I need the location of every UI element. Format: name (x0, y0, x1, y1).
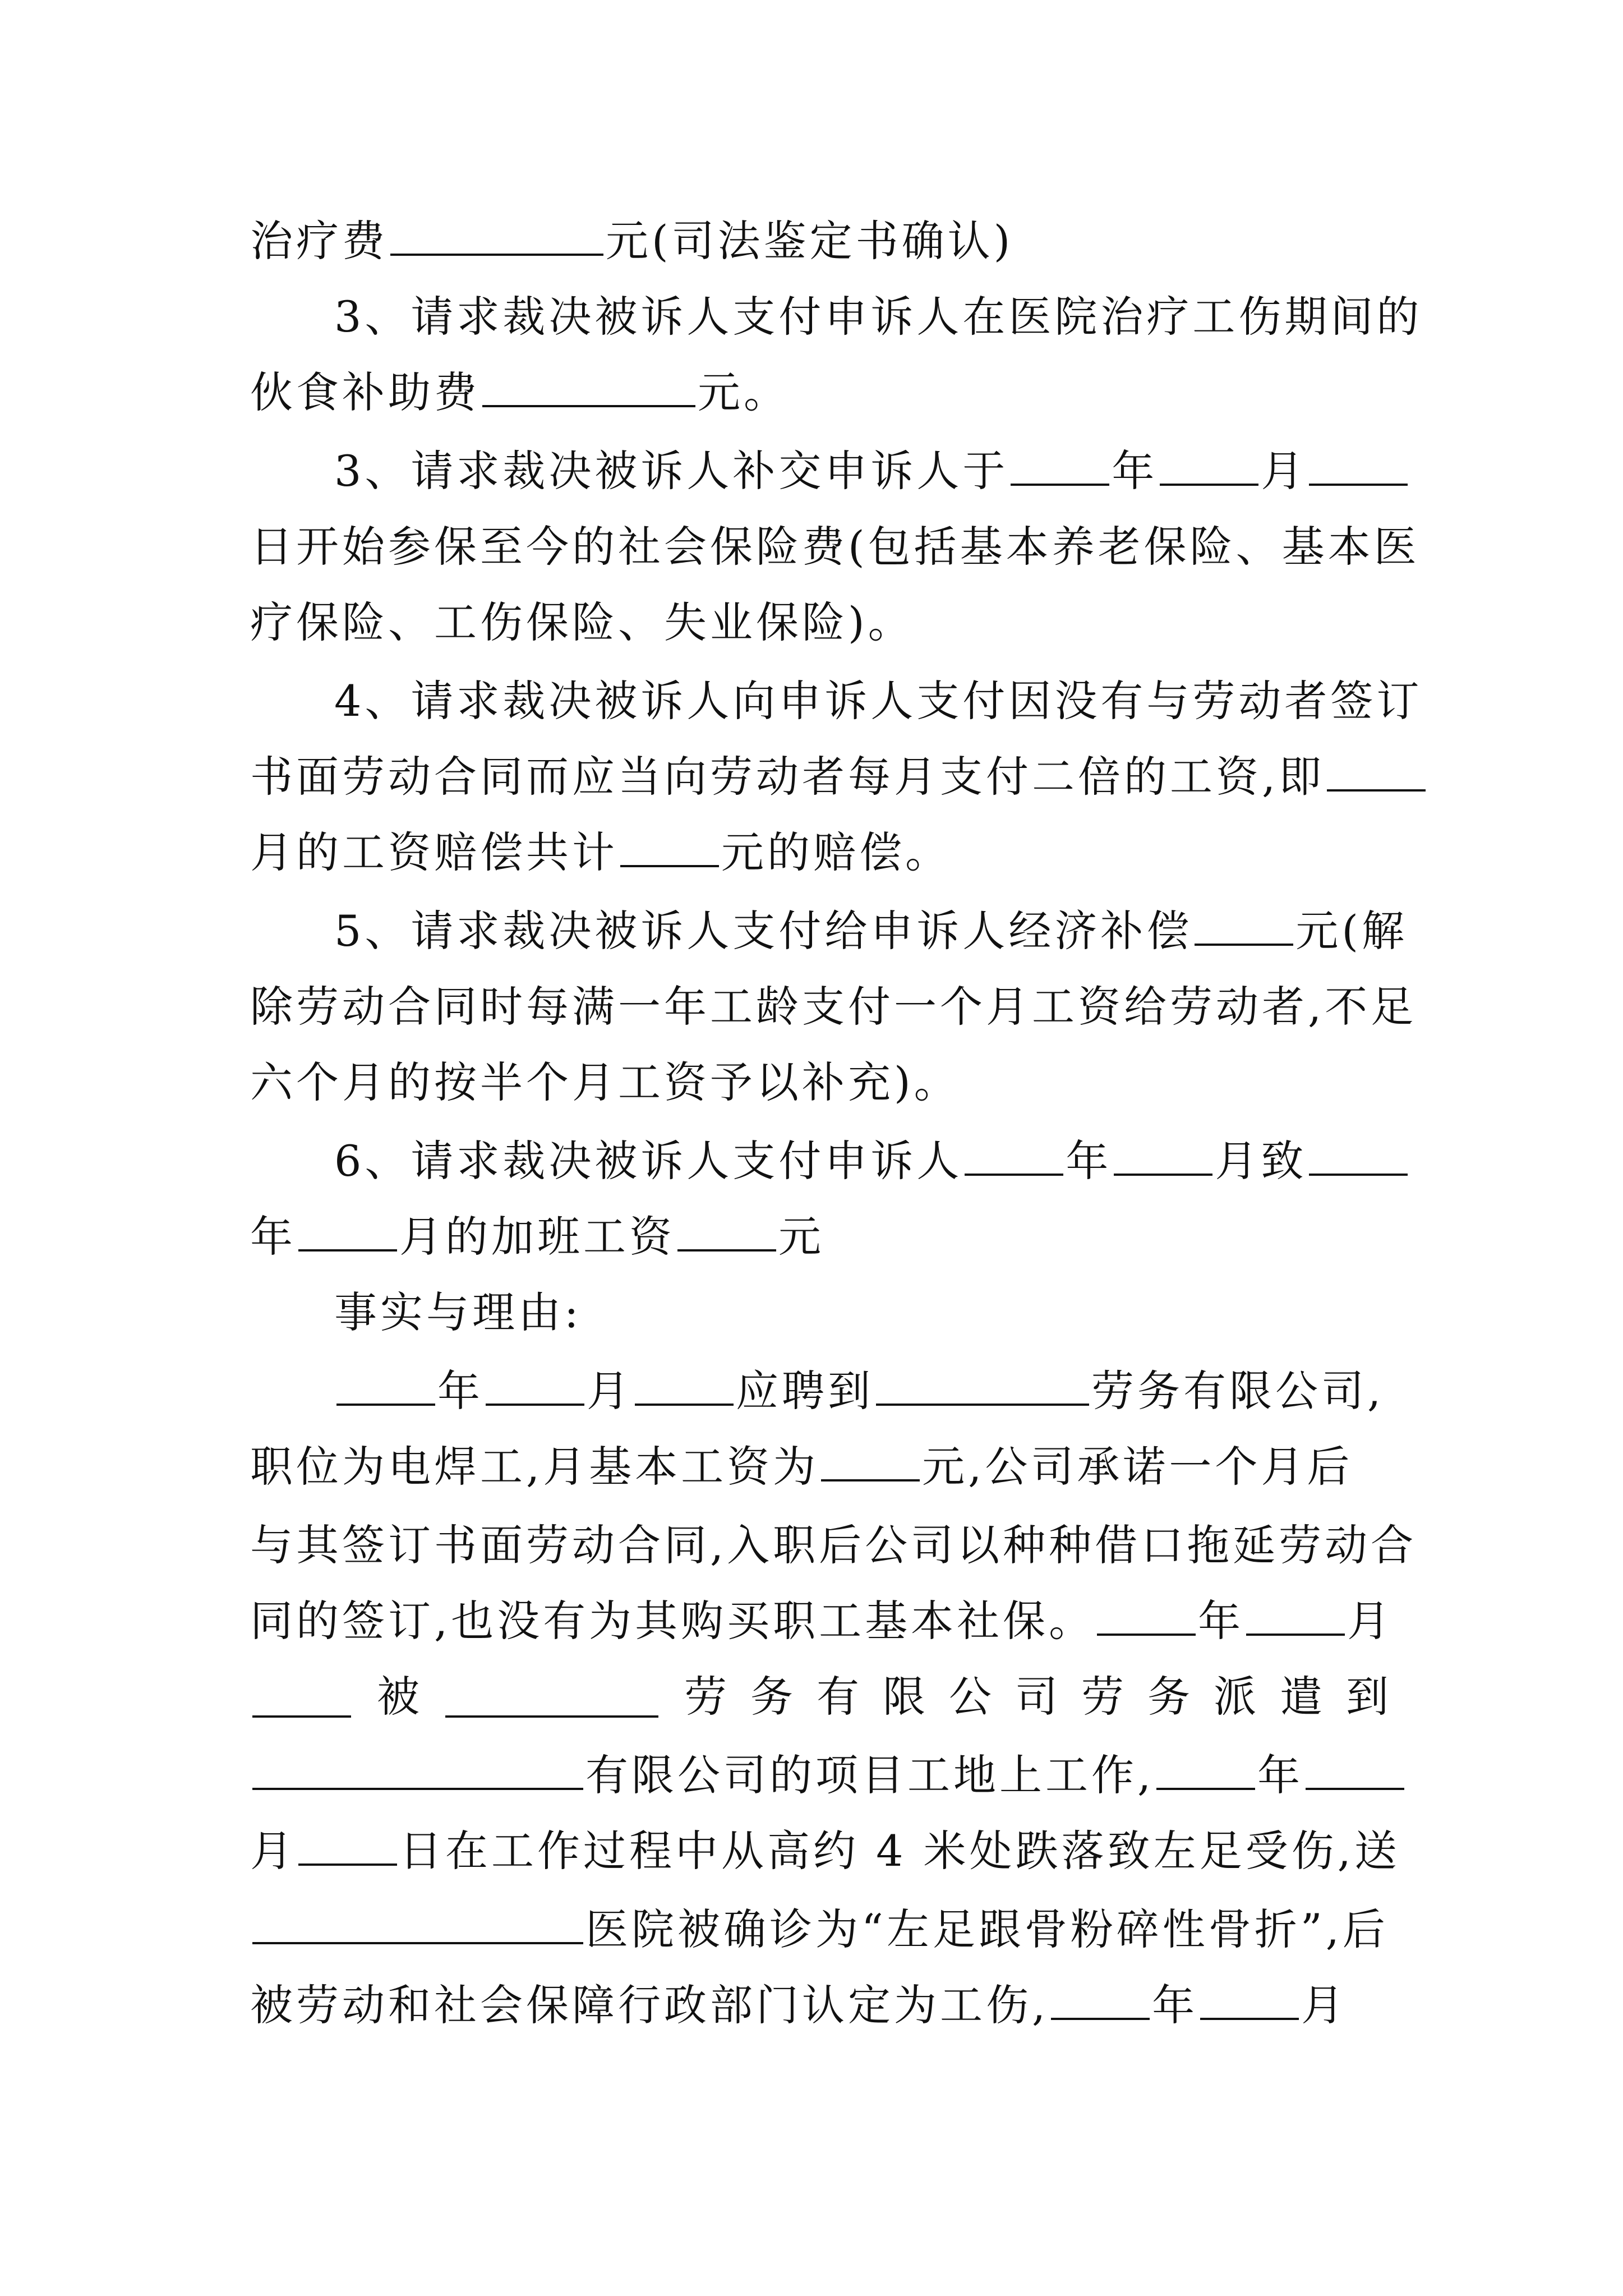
text-line (250, 1739, 1389, 1812)
text-line (250, 895, 1408, 968)
fill-in-blank (252, 1749, 583, 1790)
fill-in-blank (252, 1676, 351, 1718)
fill-in-blank (1114, 1134, 1212, 1176)
fill-in-blank (876, 1364, 1089, 1406)
text-run: 医院被确诊为“左足跟骨粉碎性骨折”,后 (585, 1904, 1389, 1954)
text-run: 日在工作过程中从高约 4 米处跌落致左足受伤,送 (399, 1826, 1400, 1876)
text-line (250, 665, 1423, 738)
text-run: 元,公司承诺一个月后 (922, 1442, 1353, 1492)
text-run: 司 (1015, 1672, 1058, 1722)
text-run: 元 (778, 1212, 824, 1262)
fill-in-blank (336, 1364, 435, 1406)
fill-in-blank (1195, 904, 1293, 946)
text-line (250, 1585, 1394, 1658)
text-run: 到 (1346, 1672, 1389, 1722)
fill-in-blank (1156, 1749, 1255, 1790)
text-run: 元(司法鉴定书确认) (606, 216, 1014, 266)
text-run: 月 (1347, 1596, 1394, 1646)
text-line (250, 1200, 1389, 1273)
text-run: 月的工资赔偿共计 (250, 827, 618, 877)
fill-in-blank (252, 1903, 583, 1944)
text-run: 年 (437, 1366, 483, 1416)
fill-in-blank (1327, 750, 1426, 792)
fill-in-blank (1309, 1134, 1408, 1176)
text-run: 同的签订,也没有为其购买职工基本社保。 (250, 1596, 1095, 1646)
text-line (250, 970, 1417, 1043)
text-run: 派 (1214, 1672, 1256, 1722)
fill-in-blank (445, 1676, 658, 1718)
text-run: 月 (1261, 446, 1307, 496)
text-run: 遣 (1280, 1672, 1322, 1722)
text-line (250, 1509, 1417, 1582)
text-line (250, 816, 1389, 889)
text-run: 月 (250, 1826, 296, 1876)
text-run: 元的赔偿。 (721, 827, 951, 877)
text-line (250, 356, 1389, 429)
text-run: 限 (883, 1672, 925, 1722)
text-run: 年 (1152, 1980, 1198, 2030)
fill-in-blank (390, 214, 603, 256)
text-run: 六个月的按半个月工资予以补充)。 (250, 1057, 960, 1107)
text-line (250, 1815, 1400, 1888)
fill-in-blank (677, 1210, 776, 1251)
text-line (250, 1046, 1389, 1119)
fill-in-blank (298, 1210, 397, 1251)
text-run: 务 (750, 1672, 793, 1722)
text-run: 书面劳动合同而应当向劳动者每月支付二倍的工资,即 (250, 752, 1325, 802)
text-run: 月致 (1215, 1136, 1307, 1186)
text-line (250, 510, 1420, 583)
text-run: 3、请求裁决被诉人补交申诉人于 (334, 446, 1009, 496)
text-run: 公 (949, 1672, 992, 1722)
text-run: 被劳动和社会保障行政部门认定为工伤, (250, 1980, 1049, 2030)
text-line (250, 740, 1389, 813)
text-run: 劳 (1081, 1672, 1124, 1722)
text-line (250, 1355, 1389, 1428)
text-run: 6、请求裁决被诉人支付申诉人 (334, 1136, 963, 1186)
text-run: 年 (250, 1212, 296, 1262)
text-run: 元(解 (1295, 906, 1408, 956)
text-line (250, 1660, 1389, 1733)
fill-in-blank (1160, 444, 1258, 486)
text-run: 4、请求裁决被诉人向申诉人支付因没有与劳动者签订 (334, 676, 1423, 726)
text-line (250, 1893, 1389, 1966)
text-run: 月 (1301, 1980, 1348, 2030)
text-run: 年 (1112, 446, 1158, 496)
text-run: 务 (1147, 1672, 1190, 1722)
section-heading: 事实与理由: (334, 1287, 582, 1337)
fill-in-blank (1051, 1978, 1150, 2020)
text-run: 月 (587, 1366, 633, 1416)
fill-in-blank (1097, 1594, 1196, 1636)
text-line (250, 1430, 1389, 1503)
fill-in-blank (1306, 1749, 1404, 1790)
fill-in-blank (1011, 444, 1109, 486)
fill-in-blank (486, 1364, 584, 1406)
text-run: 除劳动合同时每满一年工龄支付一个月工资给劳动者,不足 (250, 982, 1417, 1032)
text-run: 年 (1257, 1750, 1304, 1800)
text-run: 年 (1198, 1596, 1244, 1646)
fill-in-blank (1200, 1978, 1299, 2020)
fill-in-blank (298, 1824, 397, 1866)
text-run: 3、请求裁决被诉人支付申诉人在医院治疗工伤期间的 (334, 292, 1423, 342)
text-line (250, 1125, 1389, 1198)
fill-in-blank (1309, 444, 1408, 486)
text-run: 有限公司的项目工地上工作, (585, 1750, 1155, 1800)
fill-in-blank (965, 1134, 1063, 1176)
text-run: 月的加班工资 (399, 1212, 675, 1262)
text-run: 职位为电焊工,月基本工资为 (250, 1442, 819, 1492)
fill-in-blank (635, 1364, 734, 1406)
text-line (250, 435, 1389, 508)
text-run: 疗保险、工伤保险、失业保险)。 (250, 597, 914, 647)
fill-in-blank (821, 1440, 920, 1481)
text-run: 元。 (698, 367, 790, 417)
text-line (250, 586, 1389, 659)
text-run: 劳务有限公司, (1091, 1366, 1385, 1416)
text-run: 劳 (684, 1672, 727, 1722)
text-run: 日开始参保至今的社会保险费(包括基本养老保险、基本医 (250, 522, 1420, 572)
text-run: 年 (1066, 1136, 1112, 1186)
text-run: 与其签订书面劳动合同,入职后公司以种种借口拖延劳动合 (250, 1520, 1417, 1570)
text-line (250, 205, 1389, 278)
fill-in-blank (482, 366, 695, 407)
fill-in-blank (1246, 1594, 1345, 1636)
text-run: 治疗费 (250, 216, 388, 266)
fill-in-blank (620, 826, 719, 867)
text-run: 应聘到 (736, 1366, 874, 1416)
text-run: 被 (377, 1672, 419, 1722)
text-line (250, 1969, 1389, 2042)
text-run: 伙食补助费 (250, 367, 480, 417)
text-run: 5、请求裁决被诉人支付给申诉人经济补偿 (334, 906, 1193, 956)
text-run: 有 (817, 1672, 859, 1722)
text-line (250, 1276, 1389, 1349)
text-line (250, 280, 1423, 353)
